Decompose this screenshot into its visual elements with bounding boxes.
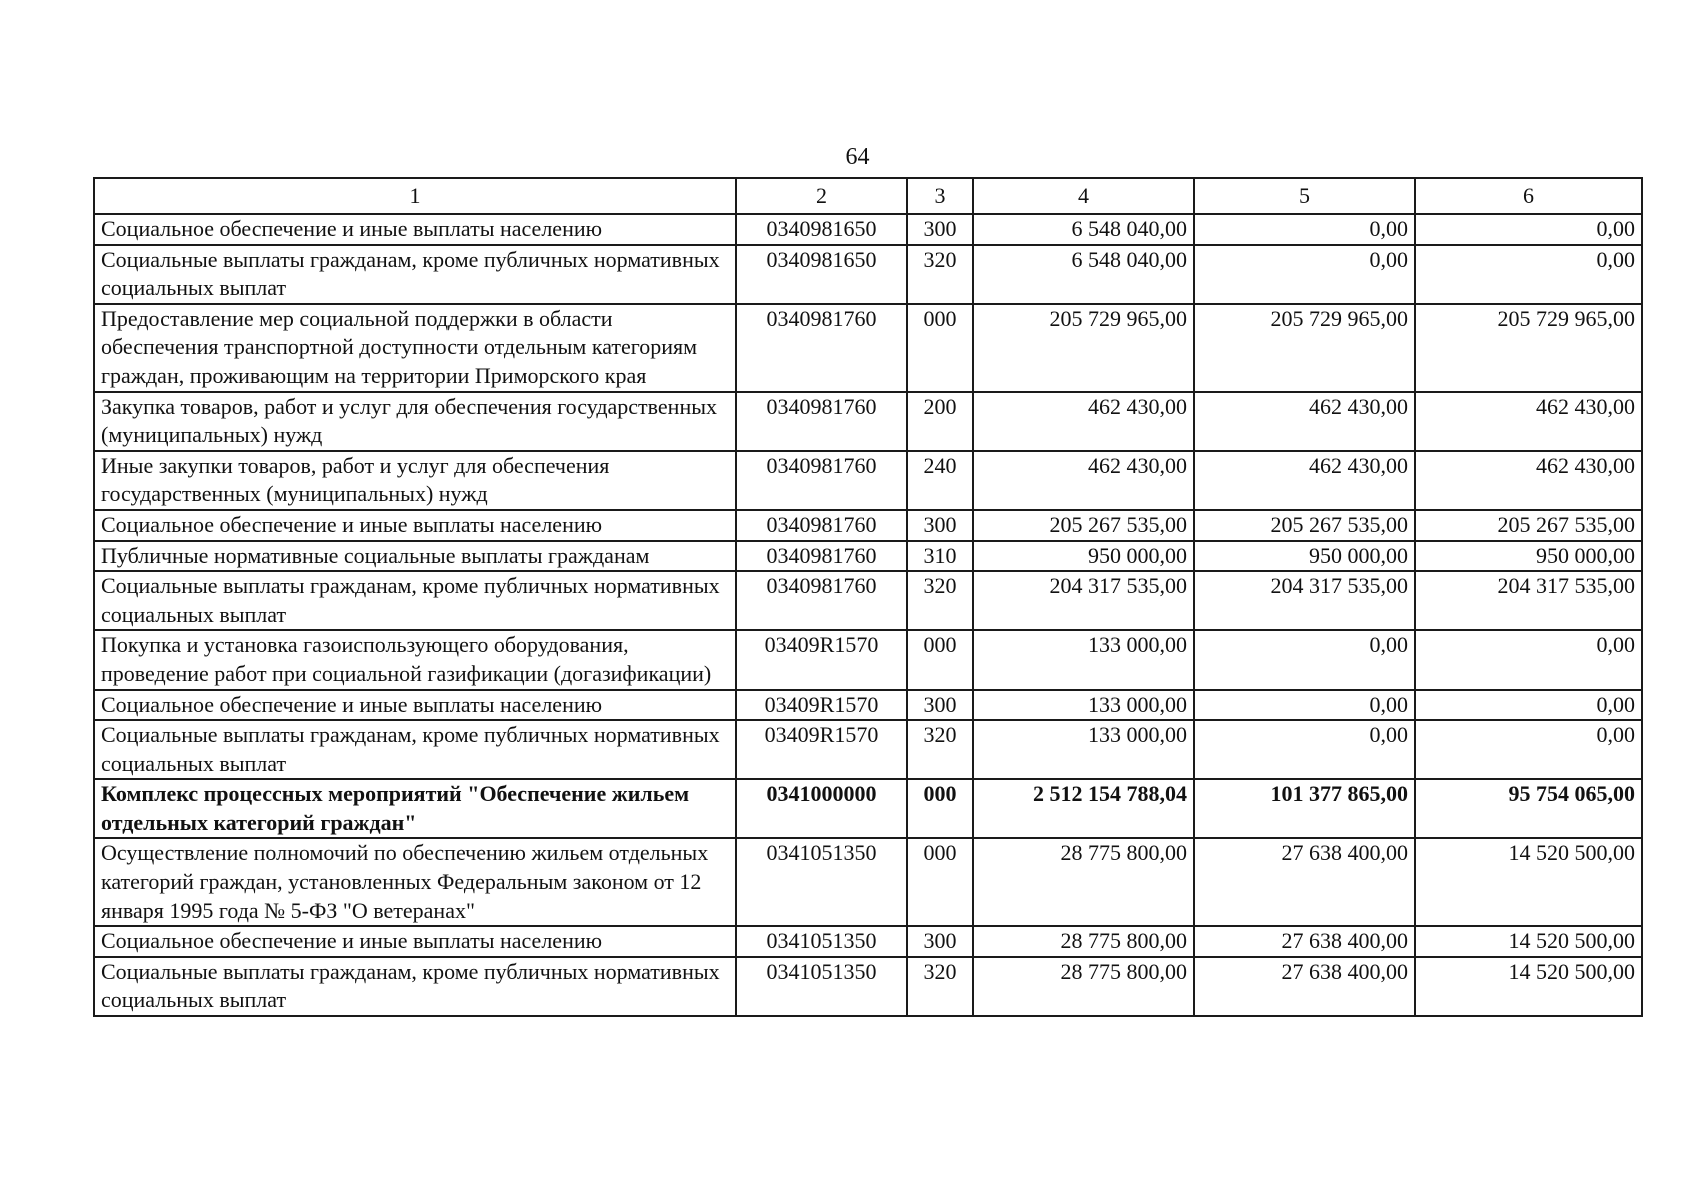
row-expense-type: 000 — [907, 838, 973, 926]
table-row — [94, 571, 1642, 630]
row-amount-2: 27 638 400,00 — [1194, 838, 1415, 926]
row-amount-1: 28 775 800,00 — [973, 926, 1194, 957]
row-amount-1: 462 430,00 — [973, 392, 1194, 451]
row-amount-1: 6 548 040,00 — [973, 245, 1194, 304]
column-header-amount-3: 6 — [1415, 178, 1642, 214]
row-amount-1: 28 775 800,00 — [973, 957, 1194, 1016]
row-amount-2: 462 430,00 — [1194, 392, 1415, 451]
table-row — [94, 304, 1642, 392]
row-expense-type: 310 — [907, 541, 973, 572]
table-row — [94, 957, 1642, 1016]
row-expense-type: 320 — [907, 571, 973, 630]
column-header-type: 3 — [907, 178, 973, 214]
row-description: Покупка и установка газоиспользующего оборудования, проведение работ при социальной газификации (догазификации) — [94, 630, 736, 689]
row-target-code: 03409R1570 — [736, 690, 907, 721]
table-body — [94, 214, 1642, 1016]
row-expense-type: 240 — [907, 451, 973, 510]
row-target-code: 0340981760 — [736, 510, 907, 541]
row-expense-type: 320 — [907, 245, 973, 304]
row-amount-1: 205 267 535,00 — [973, 510, 1194, 541]
row-description: Социальные выплаты гражданам, кроме публичных нормативных социальных выплат — [94, 571, 736, 630]
header-row — [94, 178, 1642, 214]
row-amount-1: 6 548 040,00 — [973, 214, 1194, 245]
row-expense-type: 000 — [907, 779, 973, 838]
column-header-amount-1: 4 — [973, 178, 1194, 214]
row-amount-1: 950 000,00 — [973, 541, 1194, 572]
row-expense-type: 320 — [907, 720, 973, 779]
row-amount-3: 0,00 — [1415, 245, 1642, 304]
row-amount-3: 205 729 965,00 — [1415, 304, 1642, 392]
row-amount-3: 0,00 — [1415, 690, 1642, 721]
row-target-code: 0340981760 — [736, 541, 907, 572]
row-amount-2: 27 638 400,00 — [1194, 957, 1415, 1016]
row-expense-type: 300 — [907, 214, 973, 245]
row-description: Социальное обеспечение и иные выплаты населению — [94, 690, 736, 721]
table-row — [94, 214, 1642, 245]
row-target-code: 0340981650 — [736, 214, 907, 245]
row-target-code: 03409R1570 — [736, 630, 907, 689]
row-amount-1: 133 000,00 — [973, 690, 1194, 721]
row-amount-2: 950 000,00 — [1194, 541, 1415, 572]
row-expense-type: 000 — [907, 304, 973, 392]
table-row — [94, 779, 1642, 838]
row-description: Комплекс процессных мероприятий "Обеспечение жильем отдельных категорий граждан" — [94, 779, 736, 838]
row-description: Публичные нормативные социальные выплаты гражданам — [94, 541, 736, 572]
column-header-code: 2 — [736, 178, 907, 214]
row-amount-1: 204 317 535,00 — [973, 571, 1194, 630]
row-target-code: 0340981650 — [736, 245, 907, 304]
row-target-code: 0340981760 — [736, 392, 907, 451]
row-expense-type: 200 — [907, 392, 973, 451]
row-description: Социальное обеспечение и иные выплаты населению — [94, 926, 736, 957]
row-amount-2: 462 430,00 — [1194, 451, 1415, 510]
table-row — [94, 245, 1642, 304]
table-row — [94, 392, 1642, 451]
row-amount-1: 205 729 965,00 — [973, 304, 1194, 392]
row-description: Социальное обеспечение и иные выплаты населению — [94, 214, 736, 245]
row-target-code: 0341051350 — [736, 957, 907, 1016]
row-target-code: 0341051350 — [736, 926, 907, 957]
row-amount-2: 0,00 — [1194, 245, 1415, 304]
row-amount-2: 0,00 — [1194, 214, 1415, 245]
row-description: Социальные выплаты гражданам, кроме публичных нормативных социальных выплат — [94, 957, 736, 1016]
row-amount-1: 462 430,00 — [973, 451, 1194, 510]
row-amount-3: 205 267 535,00 — [1415, 510, 1642, 541]
row-amount-3: 0,00 — [1415, 630, 1642, 689]
row-amount-1: 133 000,00 — [973, 720, 1194, 779]
row-amount-2: 101 377 865,00 — [1194, 779, 1415, 838]
budget-table — [93, 177, 1643, 1017]
row-target-code: 0340981760 — [736, 304, 907, 392]
row-description: Предоставление мер социальной поддержки в области обеспечения транспортной доступности отдельным категориям граждан, проживающим на территории Приморского края — [94, 304, 736, 392]
row-amount-3: 14 520 500,00 — [1415, 838, 1642, 926]
row-amount-2: 0,00 — [1194, 630, 1415, 689]
row-expense-type: 300 — [907, 926, 973, 957]
row-description: Осуществление полномочий по обеспечению жильем отдельных категорий граждан, установленных Федеральным законом от 12 января 1995 года № 5-ФЗ "О ветеранах" — [94, 838, 736, 926]
row-amount-3: 14 520 500,00 — [1415, 926, 1642, 957]
table-row — [94, 510, 1642, 541]
row-amount-1: 133 000,00 — [973, 630, 1194, 689]
row-amount-2: 204 317 535,00 — [1194, 571, 1415, 630]
row-amount-3: 0,00 — [1415, 214, 1642, 245]
row-amount-3: 204 317 535,00 — [1415, 571, 1642, 630]
row-amount-3: 0,00 — [1415, 720, 1642, 779]
page-number: 64 — [845, 144, 870, 170]
row-amount-1: 2 512 154 788,04 — [973, 779, 1194, 838]
row-description: Закупка товаров, работ и услуг для обеспечения государственных (муниципальных) нужд — [94, 392, 736, 451]
row-expense-type: 300 — [907, 510, 973, 541]
column-header-name: 1 — [94, 178, 736, 214]
table-row — [94, 720, 1642, 779]
table-row — [94, 630, 1642, 689]
row-amount-3: 950 000,00 — [1415, 541, 1642, 572]
row-amount-2: 205 729 965,00 — [1194, 304, 1415, 392]
row-target-code: 0340981760 — [736, 571, 907, 630]
row-amount-2: 0,00 — [1194, 720, 1415, 779]
row-target-code: 0341051350 — [736, 838, 907, 926]
row-target-code: 0340981760 — [736, 451, 907, 510]
row-expense-type: 000 — [907, 630, 973, 689]
row-description: Социальные выплаты гражданам, кроме публичных нормативных социальных выплат — [94, 720, 736, 779]
row-target-code: 0341000000 — [736, 779, 907, 838]
row-description: Социальные выплаты гражданам, кроме публичных нормативных социальных выплат — [94, 245, 736, 304]
table-row — [94, 451, 1642, 510]
row-description: Социальное обеспечение и иные выплаты населению — [94, 510, 736, 541]
table-row — [94, 541, 1642, 572]
table-row — [94, 690, 1642, 721]
row-amount-3: 462 430,00 — [1415, 451, 1642, 510]
row-amount-2: 0,00 — [1194, 690, 1415, 721]
row-amount-1: 28 775 800,00 — [973, 838, 1194, 926]
row-target-code: 03409R1570 — [736, 720, 907, 779]
column-header-amount-2: 5 — [1194, 178, 1415, 214]
row-amount-3: 95 754 065,00 — [1415, 779, 1642, 838]
table-row — [94, 926, 1642, 957]
row-amount-2: 205 267 535,00 — [1194, 510, 1415, 541]
row-expense-type: 320 — [907, 957, 973, 1016]
row-amount-2: 27 638 400,00 — [1194, 926, 1415, 957]
table-row — [94, 838, 1642, 926]
row-description: Иные закупки товаров, работ и услуг для обеспечения государственных (муниципальных) нужд — [94, 451, 736, 510]
row-amount-3: 14 520 500,00 — [1415, 957, 1642, 1016]
row-expense-type: 300 — [907, 690, 973, 721]
row-amount-3: 462 430,00 — [1415, 392, 1642, 451]
